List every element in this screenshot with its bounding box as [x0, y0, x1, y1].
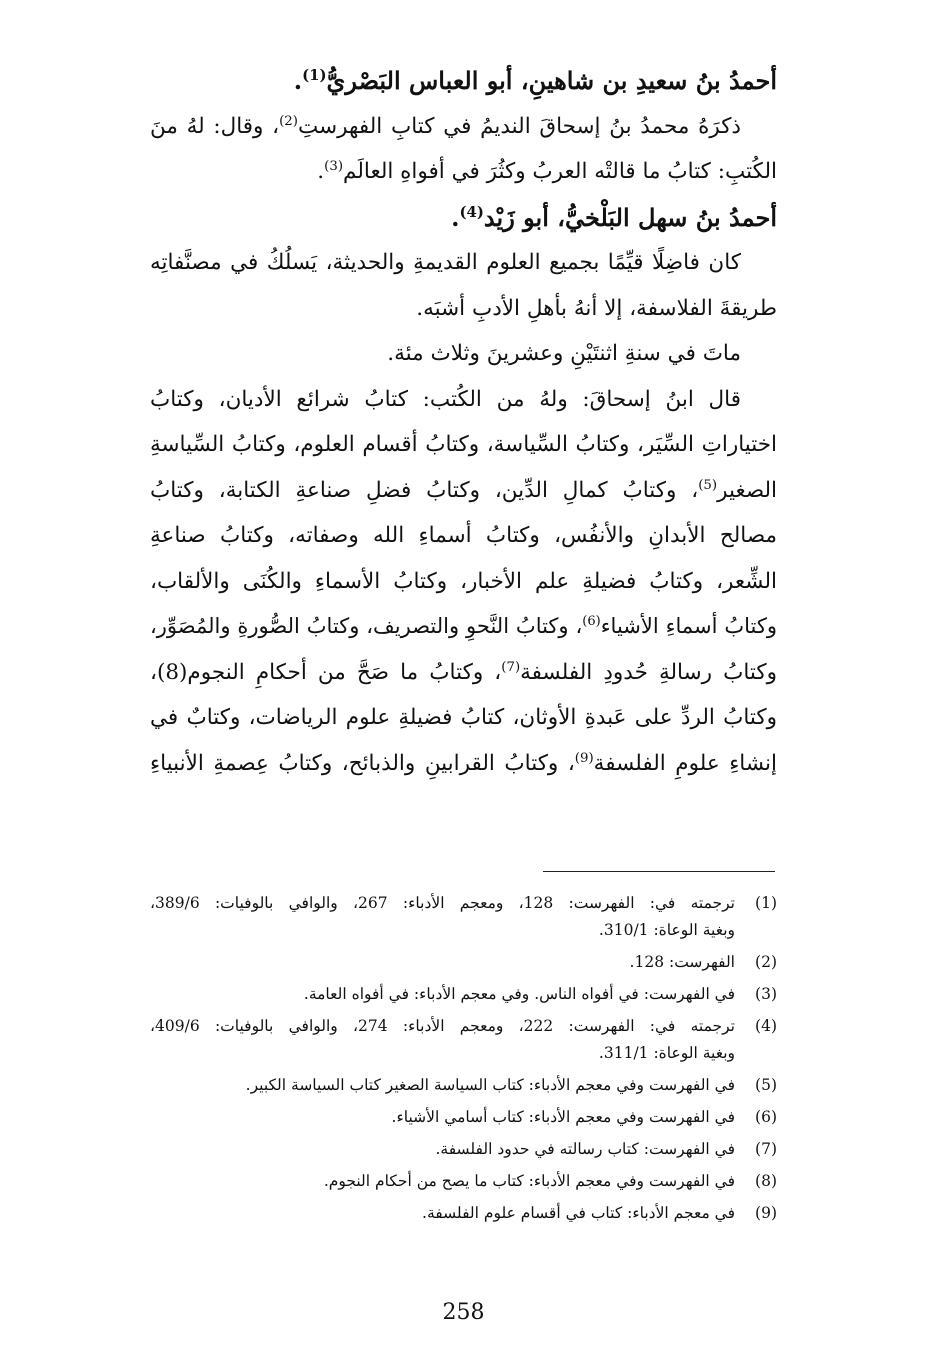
footnote-line: الفهرست: 128. [629, 953, 735, 971]
text-line [150, 695, 777, 741]
footnote-body [150, 1200, 735, 1227]
line-text: قال ابنُ إسحاقَ: ولهُ من الكُتب: كتابُ شرائع الأديان، وكتابُ [150, 386, 741, 412]
footnote-number: (9) [755, 1204, 777, 1222]
footnote-ref: (6) [582, 614, 601, 629]
text-line [150, 149, 777, 195]
footnote-number: (7) [755, 1140, 777, 1158]
line-tail: . [317, 159, 325, 184]
footnote [150, 1013, 777, 1067]
line-tail: ، وكتابُ القرابينِ والذبائح، وكتابُ عِصمةِ الأنبياءِ [150, 750, 575, 776]
line-tail: . [293, 66, 303, 95]
line-tail: . [451, 202, 460, 232]
text-line [150, 377, 777, 423]
text-line [150, 422, 777, 468]
footnote [150, 890, 777, 944]
main-text [150, 58, 777, 786]
footnote-ref: (3) [324, 158, 344, 174]
line-text: وكتابُ الردِّ على عَبدةِ الأوثان، كتابُ فضيلةِ علوم الرياضات، وكتابٌ في [150, 705, 777, 730]
footnote-number: (6) [755, 1108, 777, 1126]
footnote-ref: (2) [279, 113, 298, 129]
footnote-number: (4) [755, 1017, 777, 1035]
text-line [150, 513, 777, 559]
text-line [150, 650, 777, 696]
footnote-line: في الفهرست: في أفواه الناس. وفي معجم الأدباء: في أفواه العامة. [303, 985, 735, 1003]
line-text: أحمدُ بنُ سهل البَلْخيُّ، أبو زَيْد [483, 202, 777, 232]
line-text: مصالح الأبدانِ والأنفُس، وكتابُ أسماءِ الله وصفاته، وكتابُ صناعةِ [150, 523, 777, 548]
footnote-line: في الفهرست وفي معجم الأدباء: كتاب السياسة الصغير كتاب السياسة الكبير. [245, 1076, 735, 1094]
footnote-line: في الفهرست وفي معجم الأدباء: كتاب ما يصح من أحكام النجوم. [323, 1172, 735, 1190]
footnote-ref: (7) [501, 659, 521, 675]
text-line [150, 286, 777, 332]
footnote [150, 949, 777, 976]
footnote-number: (8) [755, 1172, 777, 1190]
footnote-number: (3) [755, 985, 777, 1003]
line-text: الكُتبِ: كتابُ ما قالتْه العربُ وكثُرَ في أفواهِ العالَم [343, 159, 777, 184]
footnote [150, 1168, 777, 1195]
footnote-ref: (5) [698, 477, 718, 493]
text-line [150, 240, 777, 286]
footnote-body [150, 1168, 735, 1195]
line-tail: ، وكتابُ ما صَحَّ من أحكامِ النجوم(8)، [150, 659, 502, 685]
line-text: وكتابُ أسماءِ الأشياء [600, 614, 777, 638]
line-text: ذكرَهُ محمدُ بنُ إسحاقَ النديمُ في كتابِ الفهرستِ [297, 113, 742, 139]
footnote [150, 1104, 777, 1131]
footnote [150, 1136, 777, 1163]
text-line [150, 331, 777, 377]
line-text: الصغير [717, 477, 777, 503]
footnote-ref: (1) [302, 66, 327, 84]
footnote-body [150, 1104, 735, 1131]
line-text: أحمدُ بنُ سعيدِ بن شاهينِ، أبو العباس البَصْريُّ [326, 66, 777, 95]
footnote-line: وبغية الوعاة: 311/1. [598, 1044, 735, 1062]
footnote-separator [543, 871, 775, 872]
footnote-line: في معجم الأدباء: كتاب في أقسام علوم الفلسفة. [422, 1204, 735, 1222]
footnote-line: وبغية الوعاة: 310/1. [598, 921, 735, 939]
line-text: كان فاضِلًا قيِّمًا بجميع العلوم القديمةِ والحديثة، يَسلُكُ في مصنَّفاتِه [150, 250, 741, 275]
footnote-ref: (9) [574, 750, 594, 766]
line-text: اختياراتِ السِّيَر، وكتابُ السِّياسة، وكتابُ أقسام العلوم، وكتابُ السِّياسةِ [150, 432, 777, 457]
text-line [150, 741, 777, 787]
footnote-number: (5) [755, 1076, 777, 1094]
footnote-line: في الفهرست وفي معجم الأدباء: كتاب أسامي الأشياء. [391, 1108, 735, 1126]
footnote [150, 1200, 777, 1227]
text-line [150, 468, 777, 514]
footnote-ref: (4) [459, 202, 484, 221]
line-tail: ، وقال: لهُ منَ [150, 113, 280, 139]
entry-heading [150, 195, 777, 241]
footnote-body [150, 981, 735, 1008]
footnote-number: (2) [755, 953, 777, 971]
line-text: إنشاءِ علومِ الفلسفة [593, 750, 777, 776]
line-text: وكتابُ رسالةِ حُدودِ الفلسفة [520, 659, 778, 685]
line-text: الشِّعر، وكتابُ فضيلةِ علم الأخبار، وكتابُ الأسماءِ والكُنَى والألقاب، [150, 568, 777, 594]
footnote-line: في الفهرست: كتاب رسالته في حدود الفلسفة. [435, 1140, 735, 1158]
entry-heading [150, 58, 777, 104]
page-number: 258 [442, 1300, 485, 1325]
footnote-body [150, 1013, 735, 1067]
text-line [150, 559, 777, 605]
footnote-body [150, 1136, 735, 1163]
footnote-number: (1) [755, 894, 777, 912]
line-tail: ، وكتابُ كمالِ الدِّين، وكتابُ فضلِ صناعةِ الكتابة، وكتابُ [150, 477, 699, 503]
line-text: طريقةَ الفلاسفة، إلا أنهُ بأهلِ الأدبِ أشبَه. [416, 295, 777, 321]
text-line [150, 604, 777, 650]
footnote [150, 981, 777, 1008]
footnote-body [150, 1072, 735, 1099]
footnotes [150, 890, 777, 1232]
text-line [150, 104, 777, 150]
footnote-line: ترجمته في: الفهرست: 128، ومعجم الأدباء: 267، والوافي بالوفيات: 389/6، [150, 894, 735, 912]
footnote-body [150, 949, 735, 976]
footnote-line: ترجمته في: الفهرست: 222، ومعجم الأدباء: 274، والوافي بالوفيات: 409/6، [150, 1017, 735, 1035]
footnote [150, 1072, 777, 1099]
footnote-body [150, 890, 735, 944]
line-tail: ، وكتابُ النَّحوِ والتصريف، وكتابُ الصُّورةِ والمُصَوِّر، [150, 614, 583, 638]
line-text: ماتَ في سنةِ اثنتَيْنِ وعشرينَ وثلاث مئة. [387, 341, 741, 366]
